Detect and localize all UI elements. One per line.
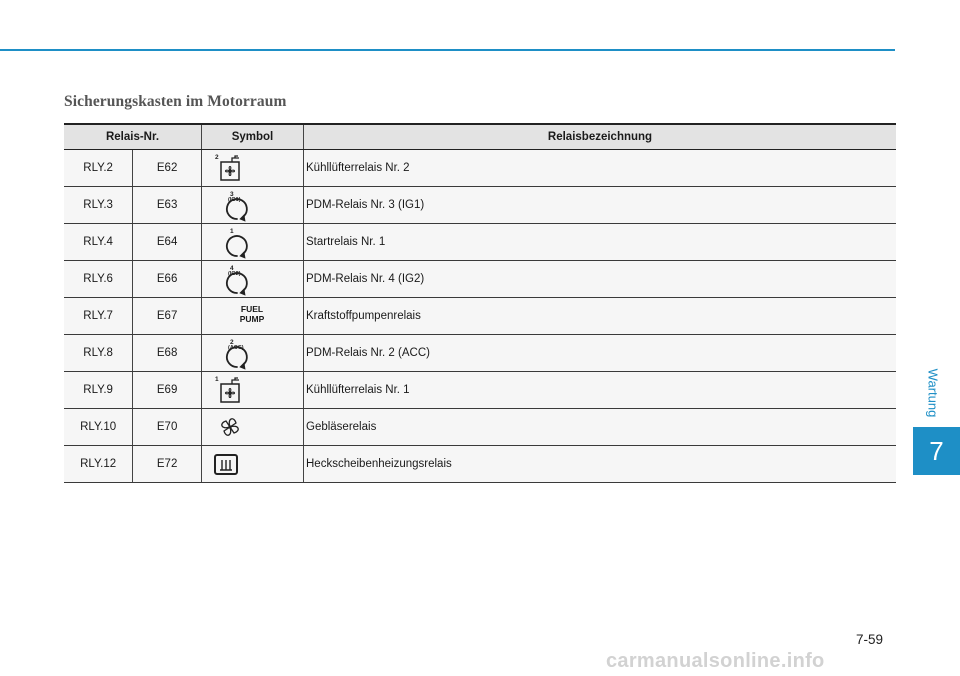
table-row — [64, 446, 896, 483]
symbol-label: (IG2) — [228, 271, 241, 277]
symbol-cell — [202, 335, 304, 372]
symbol-cell — [202, 224, 304, 261]
relay-table — [64, 123, 896, 483]
table-row — [64, 187, 896, 224]
symbol-label: 3 — [230, 191, 234, 198]
relay-code-cell: E68 — [133, 335, 202, 372]
table-row — [64, 335, 896, 372]
symbol-cell — [202, 150, 304, 187]
relay-name-cell: PDM-Relais Nr. 2 (ACC) — [304, 335, 897, 372]
symbol-cell — [202, 372, 304, 409]
relay-number-cell: RLY.10 — [64, 409, 133, 446]
symbol-label: 4 — [230, 265, 234, 272]
fan-relay-icon — [202, 150, 302, 186]
relay-name-cell: Gebläserelais — [304, 409, 897, 446]
header-relay-name: Relaisbezeichnung — [304, 124, 897, 150]
relay-number-cell: RLY.7 — [64, 298, 133, 335]
top-rule — [0, 49, 895, 51]
table-row — [64, 150, 896, 187]
relay-coil-icon — [202, 335, 302, 371]
relay-code-cell: E66 — [133, 261, 202, 298]
relay-code-cell: E70 — [133, 409, 202, 446]
relay-name-cell: PDM-Relais Nr. 3 (IG1) — [304, 187, 897, 224]
relay-code-cell: E72 — [133, 446, 202, 483]
relay-name-cell: PDM-Relais Nr. 4 (IG2) — [304, 261, 897, 298]
symbol-label: (IG1) — [228, 197, 241, 203]
symbol-label: 1 — [215, 376, 219, 383]
fuel-pump-label: FUEL — [240, 304, 264, 314]
symbol-label: 1 — [230, 228, 234, 235]
relay-name-cell: Kühllüfterrelais Nr. 2 — [304, 150, 897, 187]
header-symbol: Symbol — [202, 124, 304, 150]
fuel-pump-symbol — [202, 305, 302, 324]
relay-coil-icon — [202, 187, 302, 223]
relay-name-cell: Heckscheibenheizungsrelais — [304, 446, 897, 483]
page-number: 7-59 — [856, 632, 884, 647]
fan-relay-icon — [202, 372, 302, 408]
fuel-pump-label: PUMP — [239, 313, 265, 324]
table-row — [64, 224, 896, 261]
relay-number-cell: RLY.2 — [64, 150, 133, 187]
relay-code-cell: E62 — [133, 150, 202, 187]
relay-number-cell: RLY.6 — [64, 261, 133, 298]
relay-code-cell: E69 — [133, 372, 202, 409]
header-relay-no: Relais-Nr. — [64, 124, 202, 150]
relay-number-cell: RLY.3 — [64, 187, 133, 224]
watermark: carmanualsonline.info — [606, 650, 825, 672]
symbol-label: 2 — [215, 154, 219, 161]
relay-code-cell: E64 — [133, 224, 202, 261]
symbol-cell — [202, 446, 304, 483]
chapter-tab: 7 — [913, 427, 960, 475]
table-row — [64, 409, 896, 446]
relay-name-cell: Kraftstoffpumpenrelais — [304, 298, 897, 335]
table-row — [64, 298, 896, 335]
relay-name-cell: Startrelais Nr. 1 — [304, 224, 897, 261]
symbol-cell — [202, 261, 304, 298]
symbol-label: (ACC) — [228, 345, 244, 351]
table-header-row — [64, 124, 896, 150]
symbol-cell — [202, 298, 304, 335]
relay-coil-icon — [202, 261, 302, 297]
symbol-cell — [202, 409, 304, 446]
relay-code-cell: E63 — [133, 187, 202, 224]
rear-defroster-icon — [202, 446, 302, 482]
relay-coil-icon — [202, 224, 302, 260]
relay-code-cell: E67 — [133, 298, 202, 335]
relay-name-cell: Kühllüfterrelais Nr. 1 — [304, 372, 897, 409]
section-title: Sicherungskasten im Motorraum — [64, 93, 287, 110]
relay-number-cell: RLY.9 — [64, 372, 133, 409]
symbol-label: 2 — [230, 339, 234, 346]
relay-number-cell: RLY.12 — [64, 446, 133, 483]
table-row — [64, 372, 896, 409]
relay-number-cell: RLY.4 — [64, 224, 133, 261]
table-row — [64, 261, 896, 298]
relay-number-cell: RLY.8 — [64, 335, 133, 372]
symbol-cell — [202, 187, 304, 224]
blower-fan-icon — [202, 409, 302, 445]
side-section-label: Wartung — [925, 368, 941, 418]
